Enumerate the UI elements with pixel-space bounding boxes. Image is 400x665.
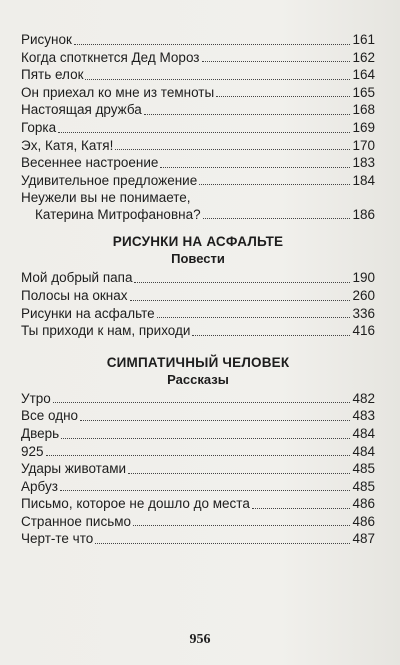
- toc-entry-page: 161: [352, 32, 375, 47]
- toc-entry-page: 260: [352, 287, 375, 303]
- toc-entry: [21, 66, 375, 84]
- leader-dots: [128, 473, 350, 474]
- page-number: 956: [189, 632, 211, 647]
- toc-entry: [21, 530, 375, 548]
- leader-dots: [130, 300, 351, 301]
- toc-entry-title: Эх, Катя, Катя!: [21, 137, 114, 153]
- toc-entry-page: 486: [352, 496, 375, 512]
- toc-entry-page: 168: [352, 102, 375, 118]
- toc-entry-title: Он приехал ко мне из темноты: [21, 84, 215, 100]
- leader-dots: [60, 490, 351, 491]
- section-subtitle: Повести: [171, 251, 225, 267]
- toc-entry: [21, 287, 375, 305]
- toc-entry: [21, 49, 375, 67]
- leader-dots: [192, 335, 350, 336]
- toc-entry-page: 484: [352, 443, 375, 459]
- section-subtitle: Рассказы: [167, 371, 229, 387]
- leader-dots: [95, 543, 350, 544]
- toc-entry-title: Когда споткнется Дед Мороз: [21, 49, 200, 65]
- toc-list-section1: [21, 269, 375, 339]
- leader-dots: [80, 420, 350, 421]
- toc-entry: [21, 31, 375, 49]
- toc-entry-page: 186: [352, 206, 375, 222]
- toc-entry-title: Странное письмо: [21, 513, 132, 529]
- leader-dots: [115, 149, 350, 150]
- toc-entry-page: 485: [352, 461, 375, 477]
- toc-entry-title: Утро: [21, 390, 51, 406]
- toc-entry: [21, 189, 375, 223]
- toc-entry: [21, 407, 375, 425]
- toc-entry: [21, 390, 375, 408]
- toc-entry-title: Дверь: [21, 425, 60, 441]
- toc-entry: [21, 154, 375, 172]
- toc-entry-page: 169: [352, 119, 375, 135]
- toc-entry-title: Черт-те что: [21, 531, 94, 547]
- leader-dots: [61, 438, 350, 439]
- toc-entry-title: Арбуз: [21, 478, 58, 494]
- leader-dots: [203, 218, 351, 219]
- toc-entry-page: 164: [352, 67, 375, 83]
- toc-entry: [21, 513, 375, 531]
- toc-entry-title: Ты приходи к нам, приходи: [21, 323, 191, 339]
- toc-list-section2: [21, 390, 375, 548]
- toc-entry-page: 165: [352, 84, 375, 100]
- toc-entry-page: 190: [352, 270, 375, 286]
- toc-entry-page: 162: [352, 49, 375, 65]
- leader-dots: [157, 317, 351, 318]
- toc-entry-title: Весеннее настроение: [21, 155, 159, 171]
- toc-entry: [21, 478, 375, 496]
- toc-entry: [21, 119, 375, 137]
- toc-entry-title-line1: Неужели вы не понимаете,: [21, 190, 191, 206]
- toc-entry: [21, 425, 375, 443]
- table-of-contents: [21, 31, 375, 548]
- toc-entry: [21, 460, 375, 478]
- leader-dots: [160, 167, 350, 168]
- toc-entry-title: Рисунки на асфальте: [21, 305, 155, 321]
- toc-entry-title: Полосы на окнах: [21, 287, 128, 303]
- toc-entry-page: 486: [352, 513, 375, 529]
- toc-entry: [21, 443, 375, 461]
- section-title: СИМПАТИЧНЫЙ ЧЕЛОВЕК: [106, 354, 290, 370]
- toc-entry: [21, 84, 375, 102]
- toc-entry-title: Горка: [21, 119, 57, 135]
- toc-entry: [21, 172, 375, 190]
- toc-entry-page: 336: [352, 305, 375, 321]
- toc-entry-page: 170: [352, 137, 375, 153]
- toc-entry-title: [21, 189, 201, 223]
- toc-entry-page: 483: [352, 408, 375, 424]
- toc-entry-page: 183: [352, 155, 375, 171]
- toc-entry-title: Удары животами: [21, 461, 127, 477]
- leader-dots: [74, 44, 351, 45]
- leader-dots: [144, 114, 351, 115]
- toc-entry-title: Удивительное предложение: [21, 172, 198, 188]
- toc-entry: [21, 495, 375, 513]
- section-title: РИСУНКИ НА АСФАЛЬТЕ: [112, 234, 284, 250]
- toc-entry-title-line2: Катерина Митрофановна?: [35, 207, 201, 223]
- leader-dots: [216, 96, 350, 97]
- leader-dots: [202, 61, 351, 62]
- toc-entry-title: Рисунок: [21, 32, 72, 47]
- toc-entry: [21, 269, 375, 287]
- toc-entry: [21, 305, 375, 323]
- toc-entry-title: Мой добрый папа: [21, 270, 133, 286]
- toc-entry-title: Все одно: [21, 408, 79, 424]
- leader-dots: [46, 455, 351, 456]
- leader-dots: [53, 402, 351, 403]
- toc-entry-page: 484: [352, 425, 375, 441]
- toc-list-top: [21, 31, 375, 189]
- toc-entry-page: 184: [352, 172, 375, 188]
- leader-dots: [134, 282, 350, 283]
- leader-dots: [199, 184, 350, 185]
- leader-dots: [133, 525, 350, 526]
- toc-entry: [21, 101, 375, 119]
- toc-entry-page: 482: [352, 390, 375, 406]
- toc-entry-title: Письмо, которое не дошло до места: [21, 496, 250, 512]
- leader-dots: [85, 79, 350, 80]
- toc-entry-title: Пять елок: [21, 67, 84, 83]
- toc-entry: [21, 137, 375, 155]
- toc-entry-title: Настоящая дружба: [21, 102, 142, 118]
- toc-entry-page: 485: [352, 478, 375, 494]
- toc-entry-page: 416: [352, 323, 375, 339]
- toc-entry-title: 925: [21, 443, 44, 459]
- leader-dots: [58, 132, 350, 133]
- toc-entry: [21, 322, 375, 340]
- toc-entry-page: 487: [352, 531, 375, 547]
- leader-dots: [252, 508, 351, 509]
